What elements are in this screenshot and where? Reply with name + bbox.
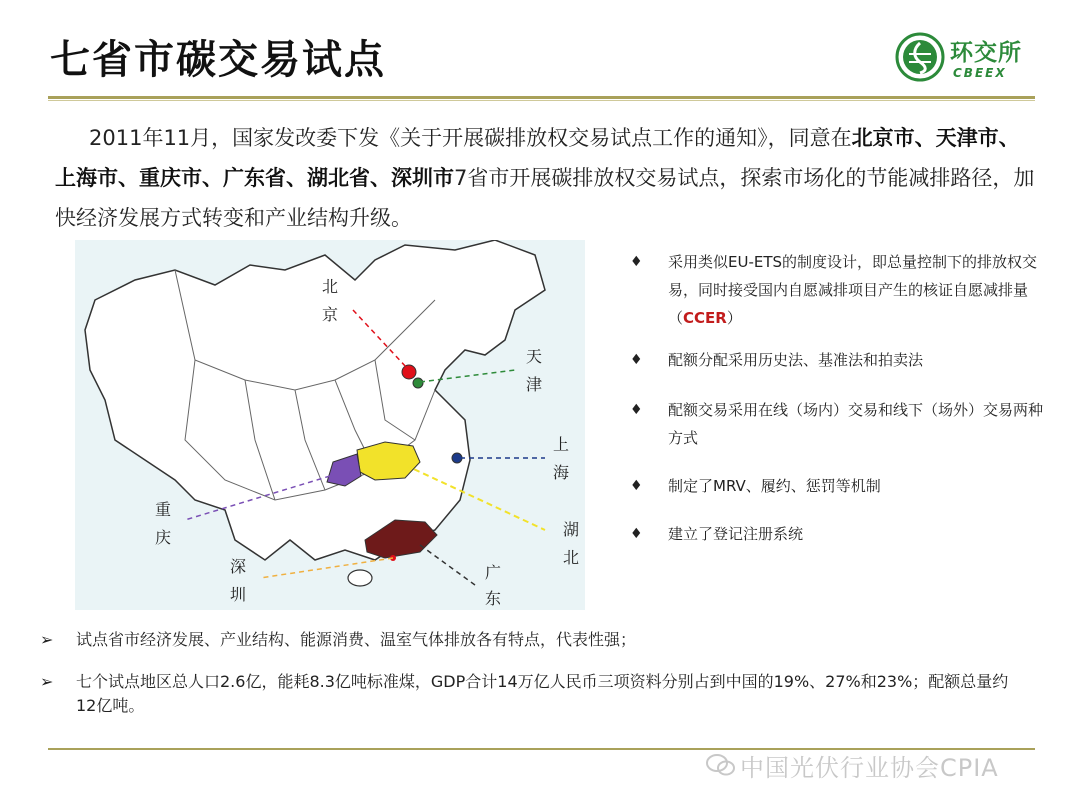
arrow-bullet-icon: ➢ xyxy=(40,672,54,691)
label-shenzhen-2: 圳 xyxy=(230,585,247,604)
label-hubei-2: 北 xyxy=(563,548,580,567)
cbeex-emblem-icon xyxy=(895,32,945,82)
note-text: 七个试点地区总人口2.6亿，能耗8.3亿吨标准煤，GDP合计14万亿人民币三项资料分别占到中国的19%、27%和23%；配额总量约12亿吨。 xyxy=(76,672,1009,715)
label-guangdong-1: 广 xyxy=(485,563,502,582)
china-map-svg xyxy=(75,240,585,610)
arrow-bullet-icon: ➢ xyxy=(40,630,54,649)
label-guangdong-2: 东 xyxy=(485,589,502,608)
summary-notes xyxy=(38,628,1038,736)
label-hubei-1: 湖 xyxy=(563,520,580,539)
diamond-bullet-icon: ♦ xyxy=(630,478,643,494)
bullet-item xyxy=(628,472,1048,500)
label-tianjin-1: 天 xyxy=(526,347,543,366)
bullet-text: 采用类似EU-ETS的制度设计，即总量控制下的排放权交易，同时接受国内自愿减排项目产生的核证自愿减排量（ xyxy=(668,253,1038,327)
wechat-icon xyxy=(706,752,736,778)
logo xyxy=(895,30,1045,86)
note-item xyxy=(38,628,1038,652)
label-shanghai-2: 海 xyxy=(553,463,570,482)
bullet-text: 制定了MRV、履约、惩罚等机制 xyxy=(668,477,881,495)
note-item xyxy=(38,670,1016,718)
note-text: 试点省市经济发展、产业结构、能源消费、温室气体排放各有特点，代表性强； xyxy=(76,630,637,649)
intro-text-a: 2011年11月，国家发改委下发《关于开展碳排放权交易试点工作的通知》，同意在 xyxy=(89,126,852,150)
page-title: 七省市碳交易试点 xyxy=(50,37,386,83)
region-tianjin xyxy=(413,378,423,388)
label-shenzhen-1: 深 xyxy=(230,557,247,576)
region-beijing xyxy=(402,365,416,379)
label-beijing-1: 北 xyxy=(322,277,339,296)
header-rule-thin xyxy=(48,100,1035,101)
bullet-tail: ） xyxy=(726,309,742,327)
bullet-text: 配额分配采用历史法、基准法和拍卖法 xyxy=(668,351,924,369)
diamond-bullet-icon: ♦ xyxy=(630,254,643,270)
diamond-bullet-icon: ♦ xyxy=(630,352,643,368)
label-shanghai-1: 上 xyxy=(553,435,570,454)
label-tianjin-2: 津 xyxy=(526,375,543,394)
intro-text-c: 7省市开展碳排放权交易试点，探索市场化的节能减排路径，加快经济发展方式转变和产业结构升级。 xyxy=(55,166,1035,230)
logo-en-text: CBEEX xyxy=(953,66,1007,80)
bullet-item xyxy=(628,346,1048,374)
watermark-text: 中国光伏行业协会CPIA xyxy=(740,754,999,782)
bullet-text: 建立了登记注册系统 xyxy=(668,525,804,543)
bullet-item xyxy=(628,396,1048,452)
china-outline xyxy=(85,240,545,560)
label-chongqing-2: 庆 xyxy=(155,528,172,547)
diamond-bullet-icon: ♦ xyxy=(630,402,643,418)
label-chongqing-1: 重 xyxy=(155,500,172,519)
bullet-item xyxy=(628,520,1048,548)
label-beijing-2: 京 xyxy=(322,305,339,324)
intro-paragraph xyxy=(55,118,1040,238)
feature-bullet-list xyxy=(628,248,1048,560)
intro-cities-bold: 北京市、天津市、上海市、重庆市、广东省、湖北省、深圳市 xyxy=(55,126,1020,190)
bullet-text: 配额交易采用在线（场内）交易和线下（场外）交易两种方式 xyxy=(668,401,1044,447)
ccer-highlight: CCER xyxy=(683,309,727,327)
diamond-bullet-icon: ♦ xyxy=(630,526,643,542)
logo-cn-text: 环交所 xyxy=(950,40,1022,66)
china-map xyxy=(75,240,585,610)
bullet-item xyxy=(628,248,1048,332)
header-rule xyxy=(48,96,1035,99)
